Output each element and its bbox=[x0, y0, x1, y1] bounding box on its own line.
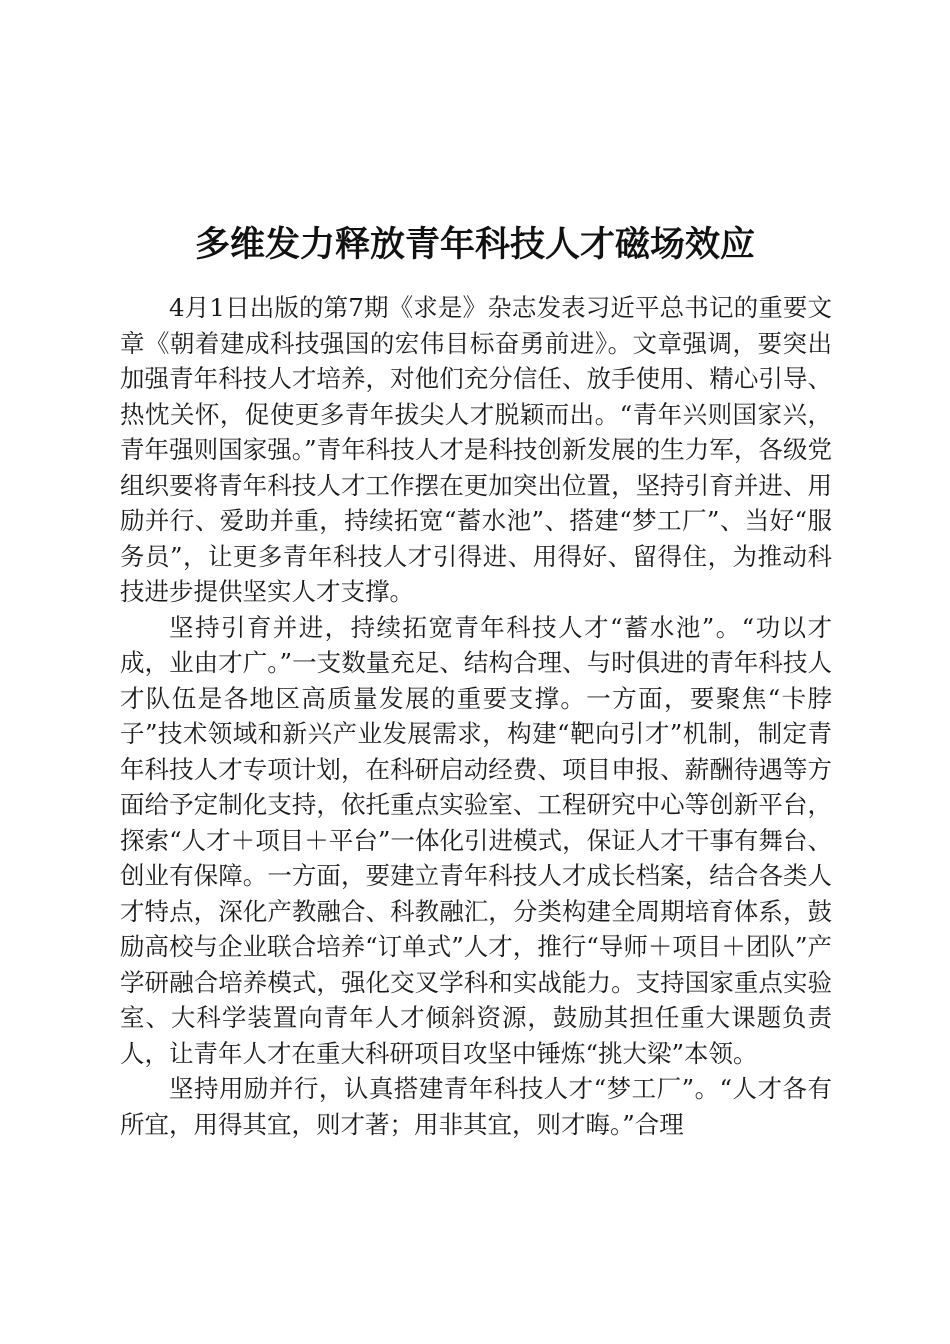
document-body bbox=[120, 290, 832, 1142]
paragraph-recruit-and-cultivate: 坚持引育并进，持续拓宽青年科技人才“蓄水池”。“功以才成，业由才广。”一支数量充足、结构合理、与时俱进的青年科技人才队伍是各地区高质量发展的重要支撑。一方面，要聚焦“卡脖子”技术领域和新兴产业发展需求，构建“靶向引才”机制，制定青年科技人才专项计划，在科研启动经费、项目申报、薪酬待遇等方面给予定制化支持，依托重点实验室、工程研究中心等创新平台，探索“人才＋项目＋平台”一体化引进模式，保证人才干事有舞台、创业有保障。一方面，要建立青年科技人才成长档案，结合各类人才特点，深化产教融合、科教融汇，分类构建全周期培育体系，鼓励高校与企业联合培养“订单式”人才，推行“导师＋项目＋团队”产学研融合培养模式，强化交叉学科和实战能力。支持国家重点实验室、大科学装置向青年人才倾斜资源，鼓励其担任重大课题负责人，让青年人才在重大科研项目攻坚中锤炼“挑大梁”本领。 bbox=[120, 612, 832, 1068]
paragraph-use-and-encourage: 坚持用励并行，认真搭建青年科技人才“梦工厂”。“人才各有所宜，用得其宜，则才著；用非其宜，则才晦。”合理 bbox=[120, 1074, 832, 1139]
document-title: 多维发力释放青年科技人才磁场效应 bbox=[194, 224, 755, 266]
paragraph-intro: 4月1日出版的第7期《求是》杂志发表习近平总书记的重要文章《朝着建成科技强国的宏伟目标奋勇前进》。文章强调，要突出加强青年科技人才培养，对他们充分信任、放手使用、精心引导、热忱关怀，促使更多青年拔尖人才脱颖而出。“青年兴则国家兴，青年强则国家强。”青年科技人才是科技创新发展的生力军，各级党组织要将青年科技人才工作摆在更加突出位置，坚持引育并进、用励并行、爱助并重，持续拓宽“蓄水池”、搭建“梦工厂”、当好“服务员”，让更多青年科技人才引得进、用得好、留得住，为推动科技进步提供坚实人才支撑。 bbox=[120, 293, 832, 606]
